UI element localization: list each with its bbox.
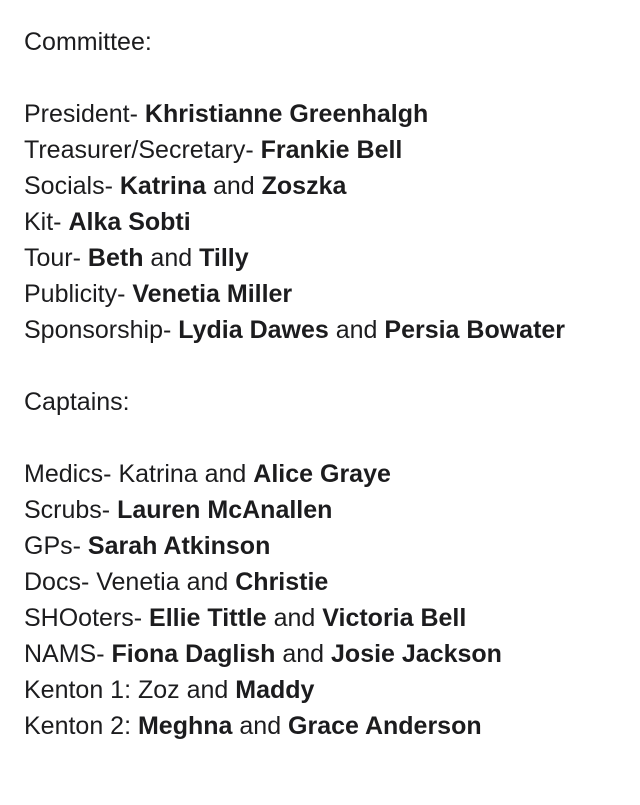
committee-list [24,96,620,348]
member-name: Frankie Bell [260,136,403,164]
member-name: Christie [235,568,329,596]
spacer [24,420,620,456]
role-label: Kit- [24,208,69,236]
member-name: Persia Bowater [384,316,566,344]
committee-row [24,132,620,168]
member-name: Fiona Daglish [111,640,276,668]
captain-row [24,636,620,672]
member-name: Tilly [199,244,249,272]
member-name: Lauren McAnallen [117,496,333,524]
team-label: SHOoters- [24,604,150,632]
connector: and [206,172,262,200]
committee-row [24,168,620,204]
captains-list [24,456,620,744]
member-name: Maddy [235,676,315,704]
captain-row [24,672,620,708]
committee-row [24,96,620,132]
member-name: Lydia Dawes [178,316,329,344]
captain-row [24,528,620,564]
committee-heading: Committee: [24,28,152,56]
connector: and [275,640,332,668]
member-name: Victoria Bell [322,604,467,632]
committee-row [24,240,620,276]
committee-row [24,312,620,348]
captain-row [24,600,620,636]
role-label: Publicity- [24,280,133,308]
team-label: Medics- [24,460,119,488]
member-name-plain: Zoz and [137,676,236,704]
member-name: Katrina [119,172,207,200]
role-label: Tour- [24,244,88,272]
member-name: Alice Graye [253,460,391,488]
captain-row [24,456,620,492]
member-name: Venetia Miller [132,280,293,308]
member-name: Alka Sobti [68,208,191,236]
committee-row [24,276,620,312]
captains-heading: Captains: [24,388,130,416]
member-name: Grace Anderson [288,712,482,740]
role-label: Treasurer/Secretary- [24,136,261,164]
team-label: NAMS- [24,640,112,668]
team-label: Docs- [24,568,97,596]
role-label: President- [24,100,145,128]
team-label: GPs- [24,532,88,560]
member-name-plain: Venetia and [96,568,236,596]
captain-row [24,492,620,528]
connector: and [266,604,323,632]
committee-row [24,204,620,240]
role-label: Sponsorship- [24,316,179,344]
connector: and [328,316,385,344]
connector: and [143,244,200,272]
member-name: Meghna [137,712,233,740]
connector: and [232,712,289,740]
member-name: Khristianne Greenhalgh [144,100,429,128]
member-name: Sarah Atkinson [87,532,271,560]
member-name: Ellie Tittle [149,604,267,632]
member-name: Beth [87,244,144,272]
team-label: Kenton 2: [24,712,138,740]
spacer [24,348,620,384]
captain-row [24,564,620,600]
spacer [24,60,620,96]
role-label: Socials- [24,172,120,200]
member-name-plain: Katrina and [118,460,254,488]
member-name: Josie Jackson [331,640,502,668]
team-label: Kenton 1: [24,676,138,704]
member-name: Zoszka [261,172,347,200]
captain-row [24,708,620,744]
team-label: Scrubs- [24,496,118,524]
